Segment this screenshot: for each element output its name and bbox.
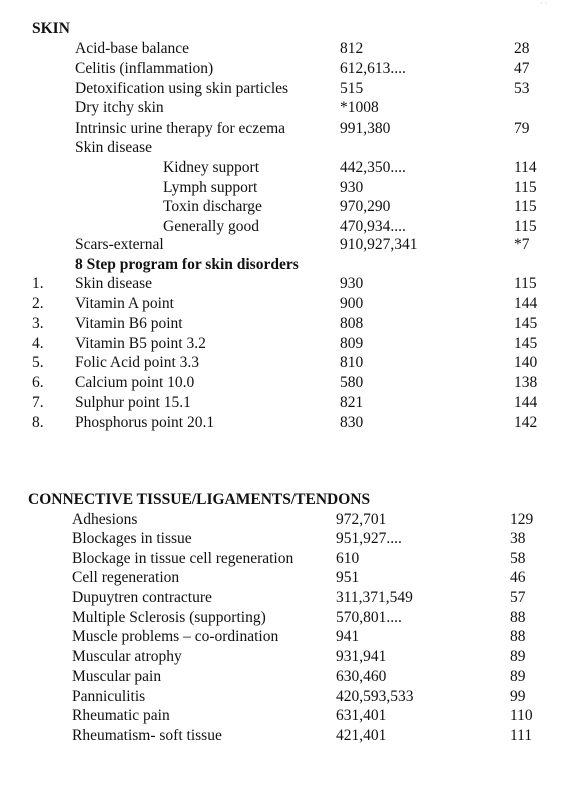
entry-points: 931,941 xyxy=(336,648,387,665)
scan-speck: · · xyxy=(540,0,548,8)
step-points: 830 xyxy=(340,414,364,431)
entry-page: 58 xyxy=(510,550,526,567)
step-topic: Phosphorus point 20.1 xyxy=(75,414,215,431)
entry-page: 89 xyxy=(510,668,526,685)
entry-page: 46 xyxy=(510,569,526,586)
entry-topic: Intrinsic urine therapy for eczema xyxy=(75,120,286,137)
entry-points: 515 xyxy=(340,80,364,97)
entry-page: 88 xyxy=(510,628,526,645)
entry-topic: Adhesions xyxy=(72,511,138,528)
step-page: 140 xyxy=(514,354,538,371)
entry-points: 311,371,549 xyxy=(336,589,413,606)
step-points: 821 xyxy=(340,394,364,411)
step-topic: Folic Acid point 3.3 xyxy=(75,354,199,371)
step-topic: Vitamin A point xyxy=(75,295,174,312)
entry-topic: Multiple Sclerosis (supporting) xyxy=(72,609,266,626)
step-points: 810 xyxy=(340,354,364,371)
entry-points: 610 xyxy=(336,550,360,567)
entry-points: 930 xyxy=(340,179,364,196)
entry-points: *1008 xyxy=(340,99,379,116)
step-points: 930 xyxy=(340,275,364,292)
step-number: 6. xyxy=(32,374,44,391)
entry-points: 631,401 xyxy=(336,707,387,724)
step-number: 1. xyxy=(32,275,44,292)
step-page: 142 xyxy=(514,414,538,431)
entry-topic: Scars-external xyxy=(75,236,164,253)
entry-page: 28 xyxy=(514,40,530,57)
step-topic: Vitamin B5 point 3.2 xyxy=(75,335,206,352)
entry-page: 47 xyxy=(514,60,530,77)
entry-points: 970,290 xyxy=(340,198,391,215)
entry-topic: Muscular pain xyxy=(72,668,162,685)
entry-page: 57 xyxy=(510,589,526,606)
entry-points: 991,380 xyxy=(340,120,391,137)
step-number: 3. xyxy=(32,315,44,332)
step-page: 115 xyxy=(514,275,537,292)
entry-topic: Rheumatic pain xyxy=(72,707,170,724)
entry-page: 89 xyxy=(510,648,526,665)
entry-points: 951,927.... xyxy=(336,530,402,547)
entry-topic: Acid-base balance xyxy=(75,40,190,57)
step-points: 808 xyxy=(340,315,364,332)
step-page: 145 xyxy=(514,335,538,352)
entry-topic: Celitis (inflammation) xyxy=(75,60,214,77)
entry-page: 129 xyxy=(510,511,534,528)
step-number: 7. xyxy=(32,394,44,411)
step-points: 809 xyxy=(340,335,364,352)
entry-points: 442,350.... xyxy=(340,159,406,176)
entry-topic: Cell regeneration xyxy=(72,569,180,586)
entry-page: 88 xyxy=(510,609,526,626)
skin-section-title: SKIN xyxy=(32,20,70,37)
connective-section-title: CONNECTIVE TISSUE/LIGAMENTS/TENDONS xyxy=(28,491,371,508)
entry-points: 470,934.... xyxy=(340,218,406,235)
step-number: 8. xyxy=(32,414,44,431)
entry-points: 570,801.... xyxy=(336,609,402,626)
entry-points: 951 xyxy=(336,569,360,586)
step-topic: Sulphur point 15.1 xyxy=(75,394,191,411)
step-number: 4. xyxy=(32,335,44,352)
entry-page: 115 xyxy=(514,218,537,235)
step-number: 2. xyxy=(32,295,44,312)
entry-page: 111 xyxy=(510,727,533,744)
entry-page: *7 xyxy=(514,236,530,253)
step-page: 144 xyxy=(514,295,538,312)
entry-points: 420,593,533 xyxy=(336,688,414,705)
entry-page: 110 xyxy=(510,707,533,724)
entry-topic: Muscular atrophy xyxy=(72,648,182,665)
entry-topic: Generally good xyxy=(163,218,259,235)
entry-topic: Panniculitis xyxy=(72,688,146,705)
entry-points: 630,460 xyxy=(336,668,387,685)
step-topic: Skin disease xyxy=(75,275,153,292)
entry-topic: Rheumatism- soft tissue xyxy=(72,727,222,744)
step-topic: Calcium point 10.0 xyxy=(75,374,195,391)
entry-points: 972,701 xyxy=(336,511,387,528)
step-number: 5. xyxy=(32,354,44,371)
entry-page: 115 xyxy=(514,179,537,196)
step-page: 138 xyxy=(514,374,538,391)
entry-points: 941 xyxy=(336,628,360,645)
entry-page: 99 xyxy=(510,688,526,705)
skin-program-title: 8 Step program for skin disorders xyxy=(75,256,299,273)
entry-topic: Lymph support xyxy=(163,179,258,196)
entry-topic: Skin disease xyxy=(75,139,153,156)
entry-topic: Blockage in tissue cell regeneration xyxy=(72,550,294,567)
step-topic: Vitamin B6 point xyxy=(75,315,183,332)
step-page: 145 xyxy=(514,315,538,332)
entry-topic: Muscle problems – co-ordination xyxy=(72,628,279,645)
entry-page: 79 xyxy=(514,120,530,137)
entry-points: 812 xyxy=(340,40,364,57)
entry-page: 53 xyxy=(514,80,530,97)
entry-topic: Dupuytren contracture xyxy=(72,589,212,606)
entry-points: 612,613.... xyxy=(340,60,406,77)
entry-topic: Kidney support xyxy=(163,159,260,176)
entry-page: 38 xyxy=(510,530,526,547)
entry-page: 114 xyxy=(514,159,537,176)
step-points: 900 xyxy=(340,295,364,312)
entry-topic: Toxin discharge xyxy=(163,198,262,215)
entry-topic: Blockages in tissue xyxy=(72,530,192,547)
entry-topic: Detoxification using skin particles xyxy=(75,80,289,97)
entry-page: 115 xyxy=(514,198,537,215)
entry-topic: Dry itchy skin xyxy=(75,99,164,116)
step-points: 580 xyxy=(340,374,364,391)
entry-points: 910,927,341 xyxy=(340,236,418,253)
entry-points: 421,401 xyxy=(336,727,387,744)
step-page: 144 xyxy=(514,394,538,411)
